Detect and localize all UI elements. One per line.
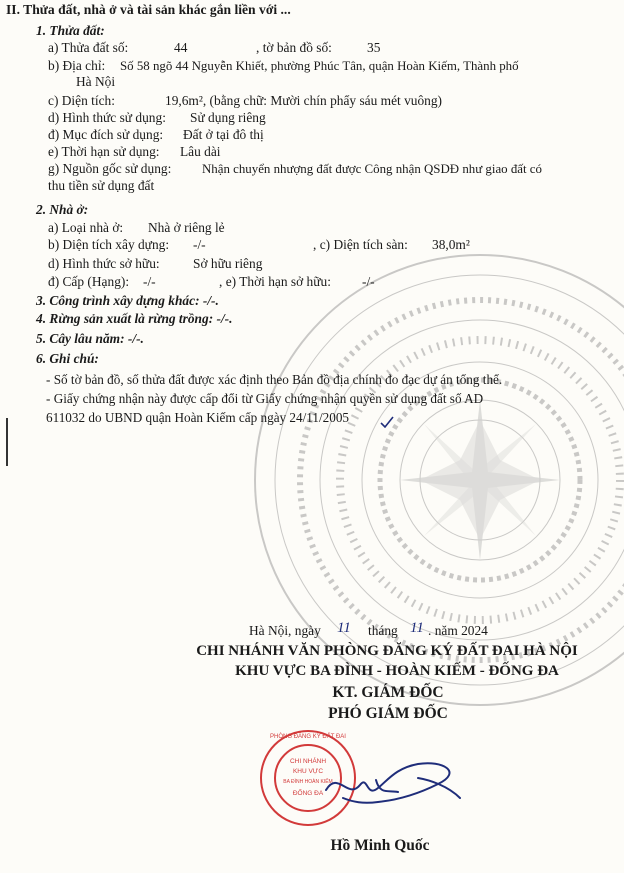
land-term-value: Lâu dài: [180, 144, 221, 159]
house-type-value: Nhà ở riêng lẻ: [148, 220, 225, 235]
svg-text:PHÒNG ĐĂNG KÝ ĐẤT ĐAI: PHÒNG ĐĂNG KÝ ĐẤT ĐAI: [270, 734, 346, 740]
org-line-1: CHI NHÁNH VĂN PHÒNG ĐĂNG KÝ ĐẤT ĐAI HÀ NỘI: [196, 643, 578, 659]
svg-text:CHI NHÁNH: CHI NHÁNH: [289, 758, 327, 765]
land-origin-line2: thu tiền sử dụng đất: [48, 178, 155, 193]
house-ownership-term-label: , e) Thời hạn sở hữu:: [219, 274, 331, 289]
land-plot-number: 44: [174, 40, 188, 55]
svg-text:BA ĐÌNH HOÀN KIẾM: BA ĐÌNH HOÀN KIẾM: [283, 779, 333, 785]
house-grade-value: -/-: [143, 274, 156, 289]
land-address-line1: Số 58 ngõ 44 Nguyễn Khiết, phường Phúc Tân, quận Hoàn Kiếm, Thành phố: [120, 59, 519, 73]
house-floor-area-label: , c) Diện tích sàn:: [313, 237, 408, 252]
note-2-line2: 611032 do UBND quận Hoàn Kiếm cấp ngày 24/11/2005: [46, 410, 350, 425]
role-line-2: PHÓ GIÁM ĐỐC: [328, 705, 448, 722]
land-address-label: b) Địa chỉ:: [48, 58, 106, 73]
svg-text:KHU VỰC: KHU VỰC: [292, 768, 324, 775]
land-purpose-value: Đất ở tại đô thị: [183, 127, 264, 142]
house-build-area-value: -/-: [193, 237, 206, 252]
house-build-area-label: b) Diện tích xây dựng:: [48, 237, 170, 252]
house-ownership-term-value: -/-: [362, 274, 375, 289]
production-forest: 4. Rừng sản xuất là rừng trồng: -/-.: [36, 311, 233, 326]
perennial-trees: 5. Cây lâu năm: -/-.: [36, 331, 144, 346]
note-2-line1: - Giấy chứng nhận này được cấp đổi từ Giấy chứng nhận quyền sử dụng đất số AD: [46, 391, 484, 406]
house-grade-label: đ) Cấp (Hạng):: [48, 274, 130, 289]
date-month: 11: [410, 620, 424, 636]
house-type-label: a) Loại nhà ở:: [48, 220, 124, 235]
note-1: - Số tờ bản đồ, số thửa đất được xác định theo Bản đồ địa chính đo đạc dự án tổng thể.: [46, 372, 503, 387]
svg-text:ĐỐNG ĐA: ĐỐNG ĐA: [292, 790, 324, 797]
house-ownership-label: d) Hình thức sở hữu:: [48, 256, 160, 271]
margin-line: [6, 418, 8, 466]
section-title: II. Thửa đất, nhà ở và tài sản khác gắn liền với ...: [6, 2, 291, 17]
land-map-label: , tờ bản đồ số:: [256, 40, 332, 55]
land-heading: 1. Thửa đất:: [36, 23, 105, 38]
land-purpose-label: đ) Mục đích sử dụng:: [48, 127, 164, 142]
date-prefix: Hà Nội, ngày: [249, 623, 321, 638]
org-line-2: KHU VỰC BA ĐÌNH - HOÀN KIẾM - ĐỐNG ĐA: [235, 663, 559, 679]
date-day: 11: [337, 620, 351, 636]
other-construction: 3. Công trình xây dựng khác: -/-.: [36, 293, 219, 308]
check-mark-icon: [380, 416, 394, 428]
handwritten-signature-icon: [318, 750, 468, 820]
land-origin-line1: Nhận chuyển nhượng đất được Công nhận QSDĐ như giao đất có: [202, 162, 542, 176]
land-area-label: c) Diện tích:: [48, 93, 115, 108]
signer-name: Hồ Minh Quốc: [330, 837, 430, 854]
land-address-line2: Hà Nội: [76, 74, 116, 89]
land-area-value: 19,6m², (bằng chữ: Mười chín phẩy sáu mét vuông): [165, 93, 443, 108]
house-floor-area-value: 38,0m²: [432, 237, 470, 252]
date-month-label: tháng: [368, 623, 398, 638]
notes-heading: 6. Ghi chú:: [36, 351, 99, 366]
land-map-number: 35: [367, 40, 381, 55]
land-term-label: e) Thời hạn sử dụng:: [48, 144, 160, 159]
land-usage-form-label: d) Hình thức sử dụng:: [48, 110, 166, 125]
date-year: . năm 2024: [428, 623, 488, 638]
role-line-1: KT. GIÁM ĐỐC: [332, 684, 444, 701]
house-heading: 2. Nhà ở:: [36, 202, 89, 217]
house-ownership-value: Sở hữu riêng: [193, 256, 263, 271]
land-origin-label: g) Nguồn gốc sử dụng:: [48, 161, 172, 176]
land-plot-label: a) Thửa đất số:: [48, 40, 129, 55]
land-usage-form-value: Sử dụng riêng: [190, 110, 266, 125]
